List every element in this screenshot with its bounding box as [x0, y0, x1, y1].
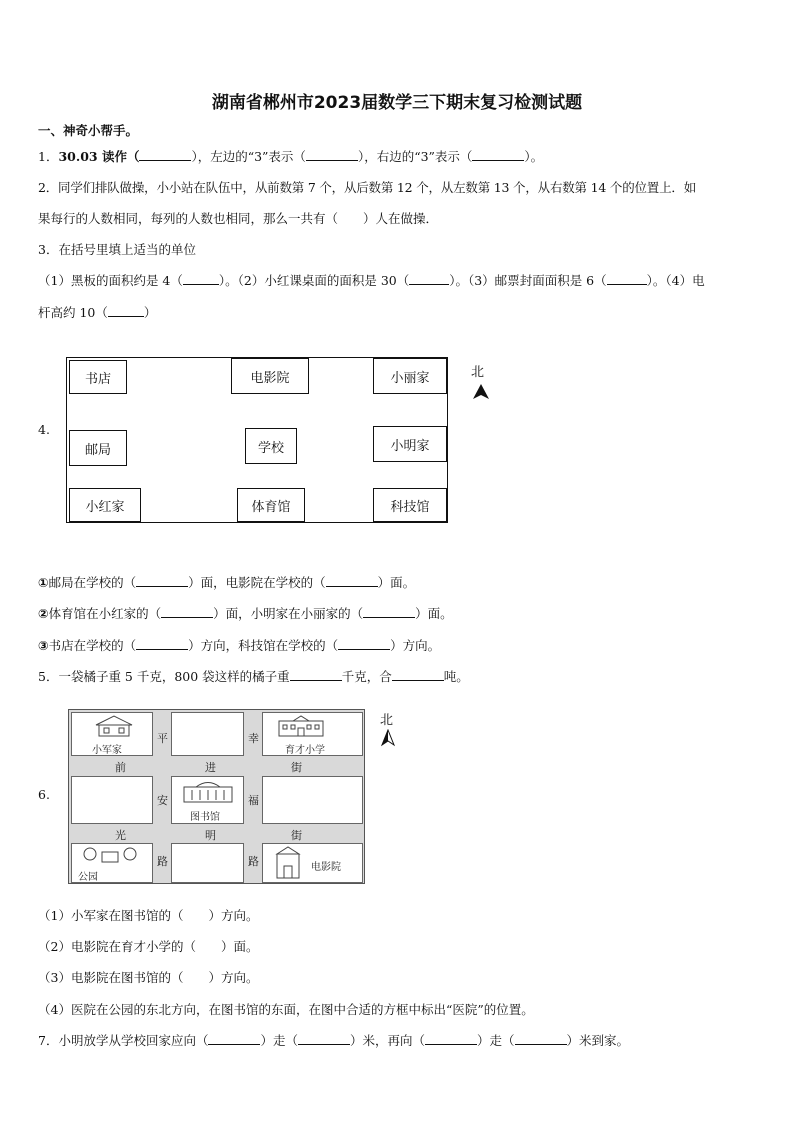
q7-text-b: ）走（ [260, 1033, 298, 1048]
q7-blank-4[interactable] [515, 1032, 567, 1045]
q3-text-2: ）。（2）小红课桌面的面积是 30（ [218, 273, 410, 288]
q7-blank-1[interactable] [208, 1032, 260, 1045]
q7-text-c: ）米，再向（ [349, 1033, 425, 1048]
road-pingan-char-2: 安 [157, 794, 168, 807]
question-6-number: 6. [38, 787, 50, 802]
school-building-icon [277, 715, 325, 737]
place-bookstore: 书店 [69, 360, 127, 394]
q4-s2-blank-1[interactable] [161, 605, 213, 618]
page-title: 湖南省郴州市2023届数学三下期末复习检测试题 [211, 93, 583, 113]
cinema-building-icon [275, 846, 301, 880]
question-1 [38, 147, 543, 165]
house-icon [94, 715, 134, 737]
q5-text-b: 千克，合 [341, 669, 392, 684]
road-pingan-char-1: 平 [157, 732, 168, 745]
q1-blank-1[interactable] [139, 148, 191, 161]
q1-blank-2[interactable] [306, 148, 358, 161]
q7-blank-2[interactable] [298, 1032, 350, 1045]
place-cinema: 电影院 [231, 358, 309, 394]
q4-s3-text-c: ）方向。 [390, 638, 441, 653]
q4-s3-marker: ③ [38, 638, 49, 653]
q3-text-5: 杆高约 10（ [38, 305, 108, 320]
place-xiaohong-home: 小红家 [69, 488, 141, 522]
q3-text-6: ） [143, 305, 157, 320]
road-guangming-char-1: 光 [115, 829, 126, 842]
q4-s2-text-b: ）面，小明家在小丽家的（ [213, 606, 364, 621]
block-cinema [262, 843, 363, 883]
label-yucai-school: 育才小学 [285, 745, 325, 756]
q4-s2-text-a: 体育馆在小红家的（ [48, 606, 162, 621]
question-3-title: 3．在括号里填上适当的单位 [38, 242, 196, 257]
q5-text-a: 5．一袋橘子重 5 千克，800 袋这样的橘子重 [38, 669, 290, 684]
block-xiaojun-home [71, 712, 153, 756]
q3-text-3: ）。（3）邮票封面面积是 6（ [449, 273, 607, 288]
road-qianjin-char-3: 街 [291, 761, 302, 774]
q3-text-1: （1）黑板的面积约是 4（ [38, 273, 183, 288]
q4-subquestion-3 [38, 636, 440, 654]
road-guangming-char-2: 明 [205, 829, 216, 842]
q7-text-d: ）走（ [477, 1033, 515, 1048]
north-arrow-icon [472, 384, 490, 400]
map-q6 [68, 709, 365, 884]
road-qianjin-char-2: 进 [205, 761, 216, 774]
north-label-q6: 北 [380, 713, 394, 728]
q4-s2-marker: ② [38, 606, 49, 621]
q4-s1-text-c: ）面。 [377, 575, 416, 590]
q5-blank-2[interactable] [392, 668, 444, 681]
q3-blank-2[interactable] [409, 272, 449, 285]
library-building-icon [182, 780, 234, 804]
q1-text-c: ），右边的“3”表示（ [357, 149, 473, 164]
q3-blank-3[interactable] [607, 272, 647, 285]
q6-subquestion-3: （3）电影院在图书馆的（ ）方向。 [38, 970, 259, 985]
park-icon [78, 846, 144, 864]
q4-s3-text-b: ）方向，科技馆在学校的（ [188, 638, 339, 653]
q1-blank-3[interactable] [472, 148, 524, 161]
block-empty-middle-right[interactable] [262, 776, 363, 824]
q4-s3-blank-2[interactable] [338, 637, 390, 650]
q1-text-a: 30.03 读作（ [58, 149, 140, 164]
q4-s3-text-a: 书店在学校的（ [48, 638, 137, 653]
q3-blank-4[interactable] [108, 304, 144, 317]
block-library [171, 776, 244, 824]
q4-s1-text-a: 邮局在学校的（ [48, 575, 137, 590]
question-4-number: 4. [38, 422, 50, 437]
label-library: 图书馆 [190, 812, 220, 823]
q4-s1-blank-2[interactable] [326, 574, 378, 587]
q5-text-c: 吨。 [443, 669, 469, 684]
q7-text-e: ）米到家。 [566, 1033, 630, 1048]
north-arrow-icon [380, 729, 396, 747]
q1-number: 1． [38, 149, 59, 164]
question-7 [38, 1031, 629, 1049]
q4-s1-marker: ① [38, 575, 49, 590]
place-school: 学校 [245, 428, 297, 464]
block-park [71, 843, 153, 883]
q6-subquestion-2: （2）电影院在育才小学的（ ）面。 [38, 939, 259, 954]
place-xiaoli-home: 小丽家 [373, 358, 447, 394]
block-empty-bottom-middle[interactable] [171, 843, 244, 883]
road-xingfu-char-2: 福 [248, 794, 259, 807]
road-qianjin-char-1: 前 [115, 761, 126, 774]
place-science-museum: 科技馆 [373, 488, 447, 522]
q4-s1-blank-1[interactable] [136, 574, 188, 587]
q3-blank-1[interactable] [183, 272, 219, 285]
label-park: 公园 [78, 872, 98, 883]
q6-subquestion-1: （1）小军家在图书馆的（ ）方向。 [38, 908, 259, 923]
block-empty-top-middle[interactable] [171, 712, 244, 756]
q3-text-4: ）。（4）电 [646, 273, 705, 288]
map-q4 [66, 357, 448, 523]
question-2-line2: 果每行的人数相同，每列的人数也相同，那么一共有（ ）人在做操． [38, 211, 439, 226]
road-guangming-char-3: 街 [291, 829, 302, 842]
q4-subquestion-2 [38, 604, 453, 622]
question-3-line1 [38, 271, 705, 289]
question-3-line2 [38, 303, 156, 321]
place-xiaoming-home: 小明家 [373, 426, 447, 462]
q5-blank-1[interactable] [290, 668, 342, 681]
q4-subquestion-1 [38, 573, 415, 591]
q1-text-b: ），左边的“3”表示（ [191, 149, 306, 164]
label-cinema: 电影院 [311, 862, 341, 873]
road-pingan-char-3: 路 [157, 855, 168, 868]
q7-text-a: 7．小明放学从学校回家应向（ [38, 1033, 209, 1048]
road-xingfu-char-1: 幸 [248, 732, 259, 745]
q6-subquestion-4: （4）医院在公园的东北方向，在图书馆的东面，在图中合适的方框中标出“医院”的位置。 [38, 1002, 534, 1017]
q4-s2-text-c: ）面。 [415, 606, 453, 621]
q1-text-d: ）。 [524, 149, 544, 164]
section-heading: 一、神奇小帮手。 [38, 123, 139, 138]
road-xingfu-char-3: 路 [248, 855, 259, 868]
q4-s3-blank-1[interactable] [136, 637, 188, 650]
place-post-office: 邮局 [69, 430, 127, 466]
block-empty-middle-left[interactable] [71, 776, 153, 824]
place-gym: 体育馆 [237, 488, 305, 522]
block-yucai-school [262, 712, 363, 756]
north-label-q4: 北 [471, 365, 485, 380]
question-5 [38, 667, 469, 685]
q4-s2-blank-2[interactable] [363, 605, 415, 618]
label-xiaojun-home: 小军家 [92, 745, 122, 756]
question-2-line1: 2．同学们排队做操，小小站在队伍中，从前数第 7 个，从后数第 12 个，从左数第 13 个，从右数第 14 个的位置上．如 [38, 180, 697, 195]
q7-blank-3[interactable] [425, 1032, 477, 1045]
q4-s1-text-b: ）面，电影院在学校的（ [188, 575, 326, 590]
